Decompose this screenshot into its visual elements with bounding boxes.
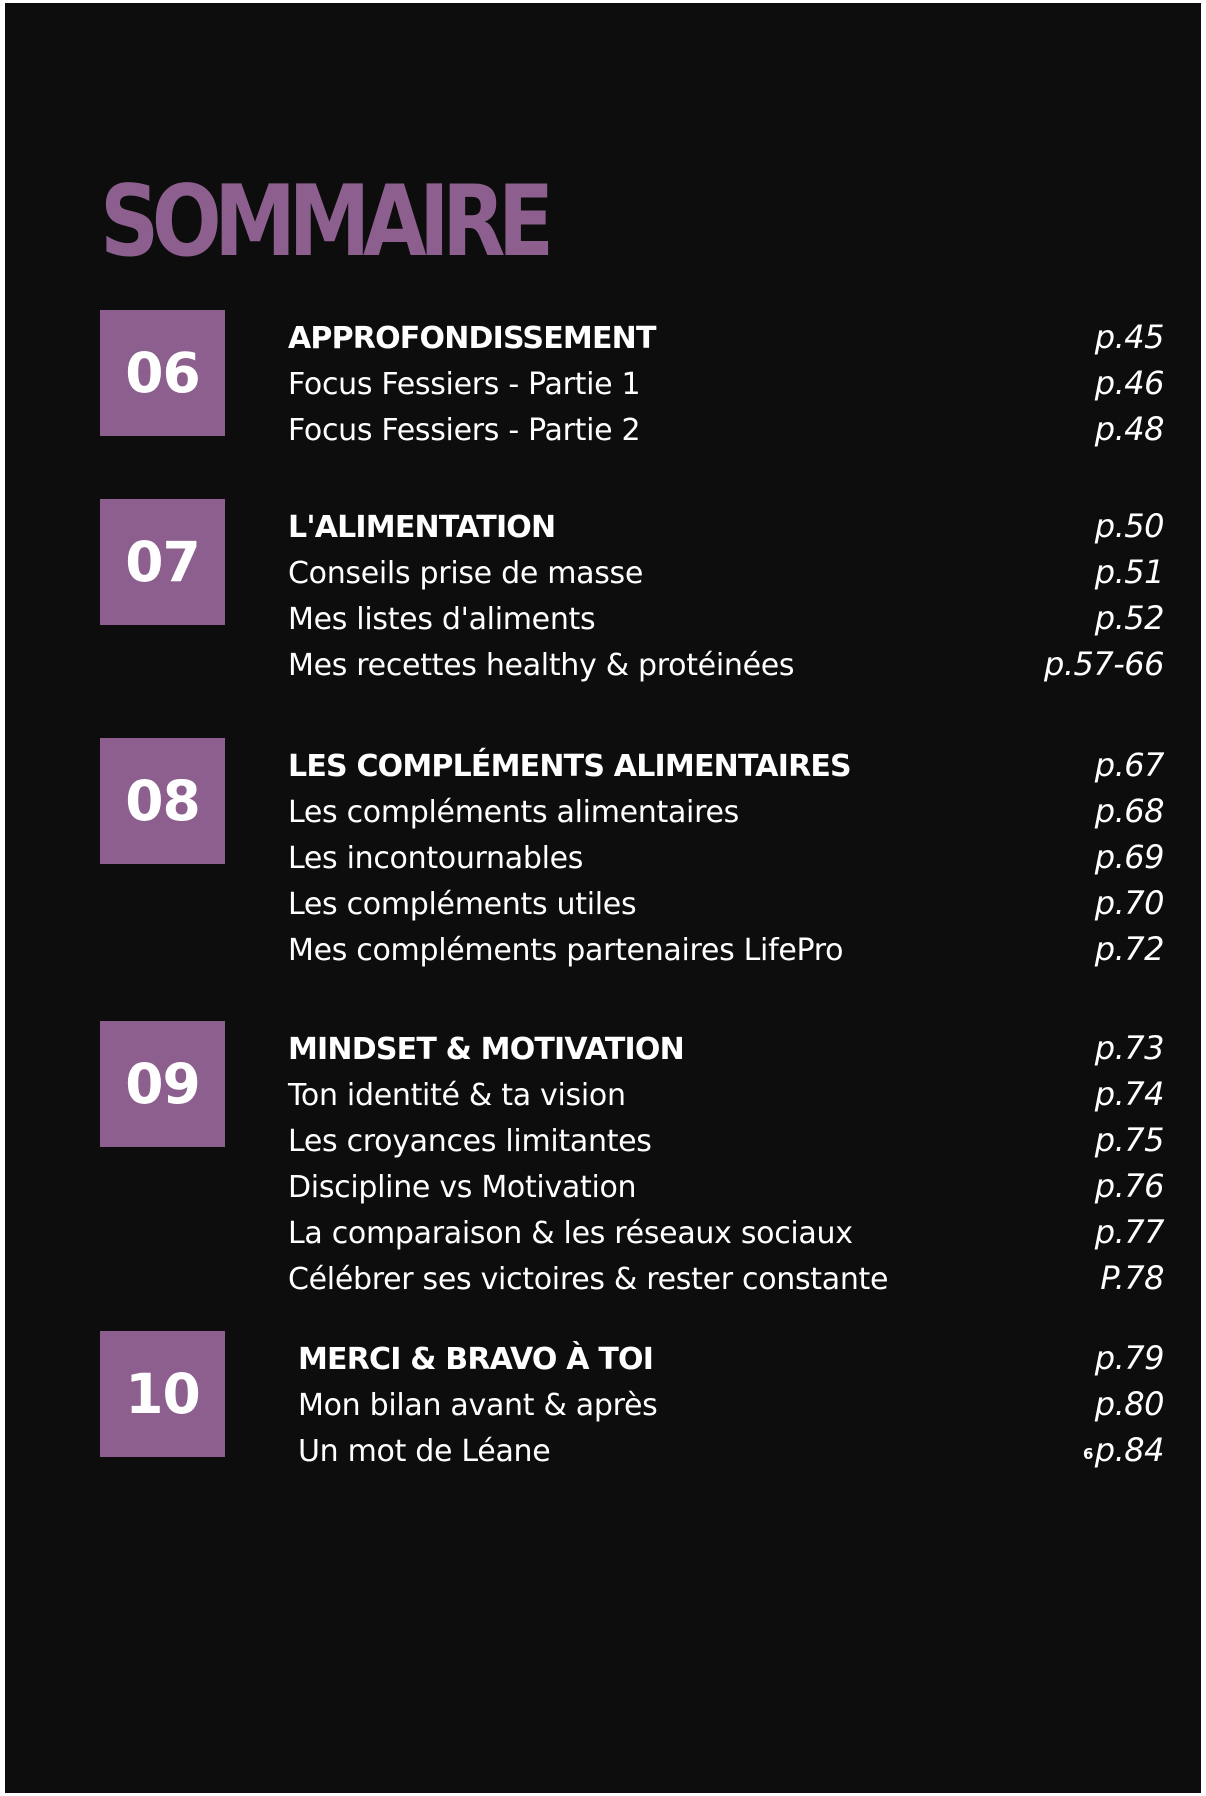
toc-entry-page: p.73 [1094,1029,1164,1067]
toc-entry-page: p.67 [1094,746,1164,784]
toc-entry-label: Ton identité & ta vision [288,1078,626,1113]
toc-entry-page: p.57-66 [1044,645,1164,683]
toc-entry-label: La comparaison & les réseaux sociaux [288,1216,853,1251]
toc-entry[interactable] [288,788,1164,834]
toc-entry-heading[interactable] [288,1025,1164,1071]
toc-entry-label: LES COMPLÉMENTS ALIMENTAIRES [288,749,851,784]
toc-entry[interactable] [288,360,1164,406]
toc-entry-label: Célébrer ses victoires & rester constante [288,1262,889,1297]
toc-entry-label: Mes compléments partenaires LifePro [288,933,844,968]
toc-entry-list [288,503,1164,687]
toc-entry[interactable] [288,595,1164,641]
toc-entry[interactable] [288,1117,1164,1163]
toc-entry-page: p.70 [1094,884,1164,922]
toc-entry-page: p.48 [1094,410,1164,448]
toc-entry-page: p.69 [1094,838,1164,876]
toc-entry[interactable] [288,834,1164,880]
toc-entry-label: Les compléments alimentaires [288,795,739,830]
toc-entry-page: p.84 [1094,1431,1164,1469]
toc-entry[interactable] [288,406,1164,452]
toc-entry-page: p.52 [1094,599,1164,637]
section-number-badge: 07 [100,499,225,625]
toc-entry-heading[interactable] [298,1335,1164,1381]
toc-entry-page: p.45 [1094,318,1164,356]
toc-entry-label: L'ALIMENTATION [288,510,556,545]
toc-entry-page: p.79 [1094,1339,1164,1377]
toc-entry-page: p.75 [1094,1121,1164,1159]
toc-entry-label: Un mot de Léane [298,1434,551,1469]
toc-page [5,3,1201,1793]
toc-entry-page: p.77 [1094,1213,1164,1251]
toc-entry-page: p.46 [1094,364,1164,402]
toc-entry-label: Les incontournables [288,841,584,876]
toc-entry-page: p.50 [1094,507,1164,545]
toc-entry-label: Mes listes d'aliments [288,602,596,637]
toc-entry[interactable] [288,1163,1164,1209]
toc-entry[interactable] [288,641,1164,687]
toc-entry[interactable] [288,880,1164,926]
toc-entry[interactable] [298,1381,1164,1427]
page-number: 6 [1083,1445,1094,1463]
toc-entry-label: Les compléments utiles [288,887,637,922]
toc-entry-label: MINDSET & MOTIVATION [288,1032,684,1067]
toc-entry[interactable] [298,1427,1164,1473]
toc-entry-list [288,742,1164,972]
toc-entry-label: Mes recettes healthy & protéinées [288,648,795,683]
toc-entry-label: Focus Fessiers - Partie 1 [288,367,641,402]
toc-entry-label: Discipline vs Motivation [288,1170,637,1205]
toc-entry-page: p.68 [1094,792,1164,830]
toc-entry-label: Focus Fessiers - Partie 2 [288,413,641,448]
section-number-badge: 08 [100,738,225,864]
toc-entry[interactable] [288,926,1164,972]
toc-entry-label: Conseils prise de masse [288,556,644,591]
toc-entry-heading[interactable] [288,503,1164,549]
page-title: SOMMAIRE [100,165,547,279]
toc-entry[interactable] [288,1255,1164,1301]
toc-entry[interactable] [288,549,1164,595]
toc-entry-page: p.51 [1094,553,1164,591]
section-number-badge: 09 [100,1021,225,1147]
toc-entry-page: p.72 [1094,930,1164,968]
toc-entry-label: APPROFONDISSEMENT [288,321,656,356]
toc-entry-label: Les croyances limitantes [288,1124,652,1159]
toc-entry-list [288,1025,1164,1301]
toc-entry[interactable] [288,1209,1164,1255]
toc-entry-page: P.78 [1100,1259,1164,1297]
toc-entry-list [288,314,1164,452]
section-number-badge: 06 [100,310,225,436]
toc-entry-heading[interactable] [288,314,1164,360]
toc-entry-page: p.76 [1094,1167,1164,1205]
toc-entry[interactable] [288,1071,1164,1117]
toc-entry-label: MERCI & BRAVO À TOI [298,1342,654,1377]
section-number-badge: 10 [100,1331,225,1457]
toc-entry-page: p.80 [1094,1385,1164,1423]
toc-entry-label: Mon bilan avant & après [298,1388,658,1423]
toc-entry-heading[interactable] [288,742,1164,788]
toc-entry-page: p.74 [1094,1075,1164,1113]
toc-entry-list [298,1335,1164,1473]
